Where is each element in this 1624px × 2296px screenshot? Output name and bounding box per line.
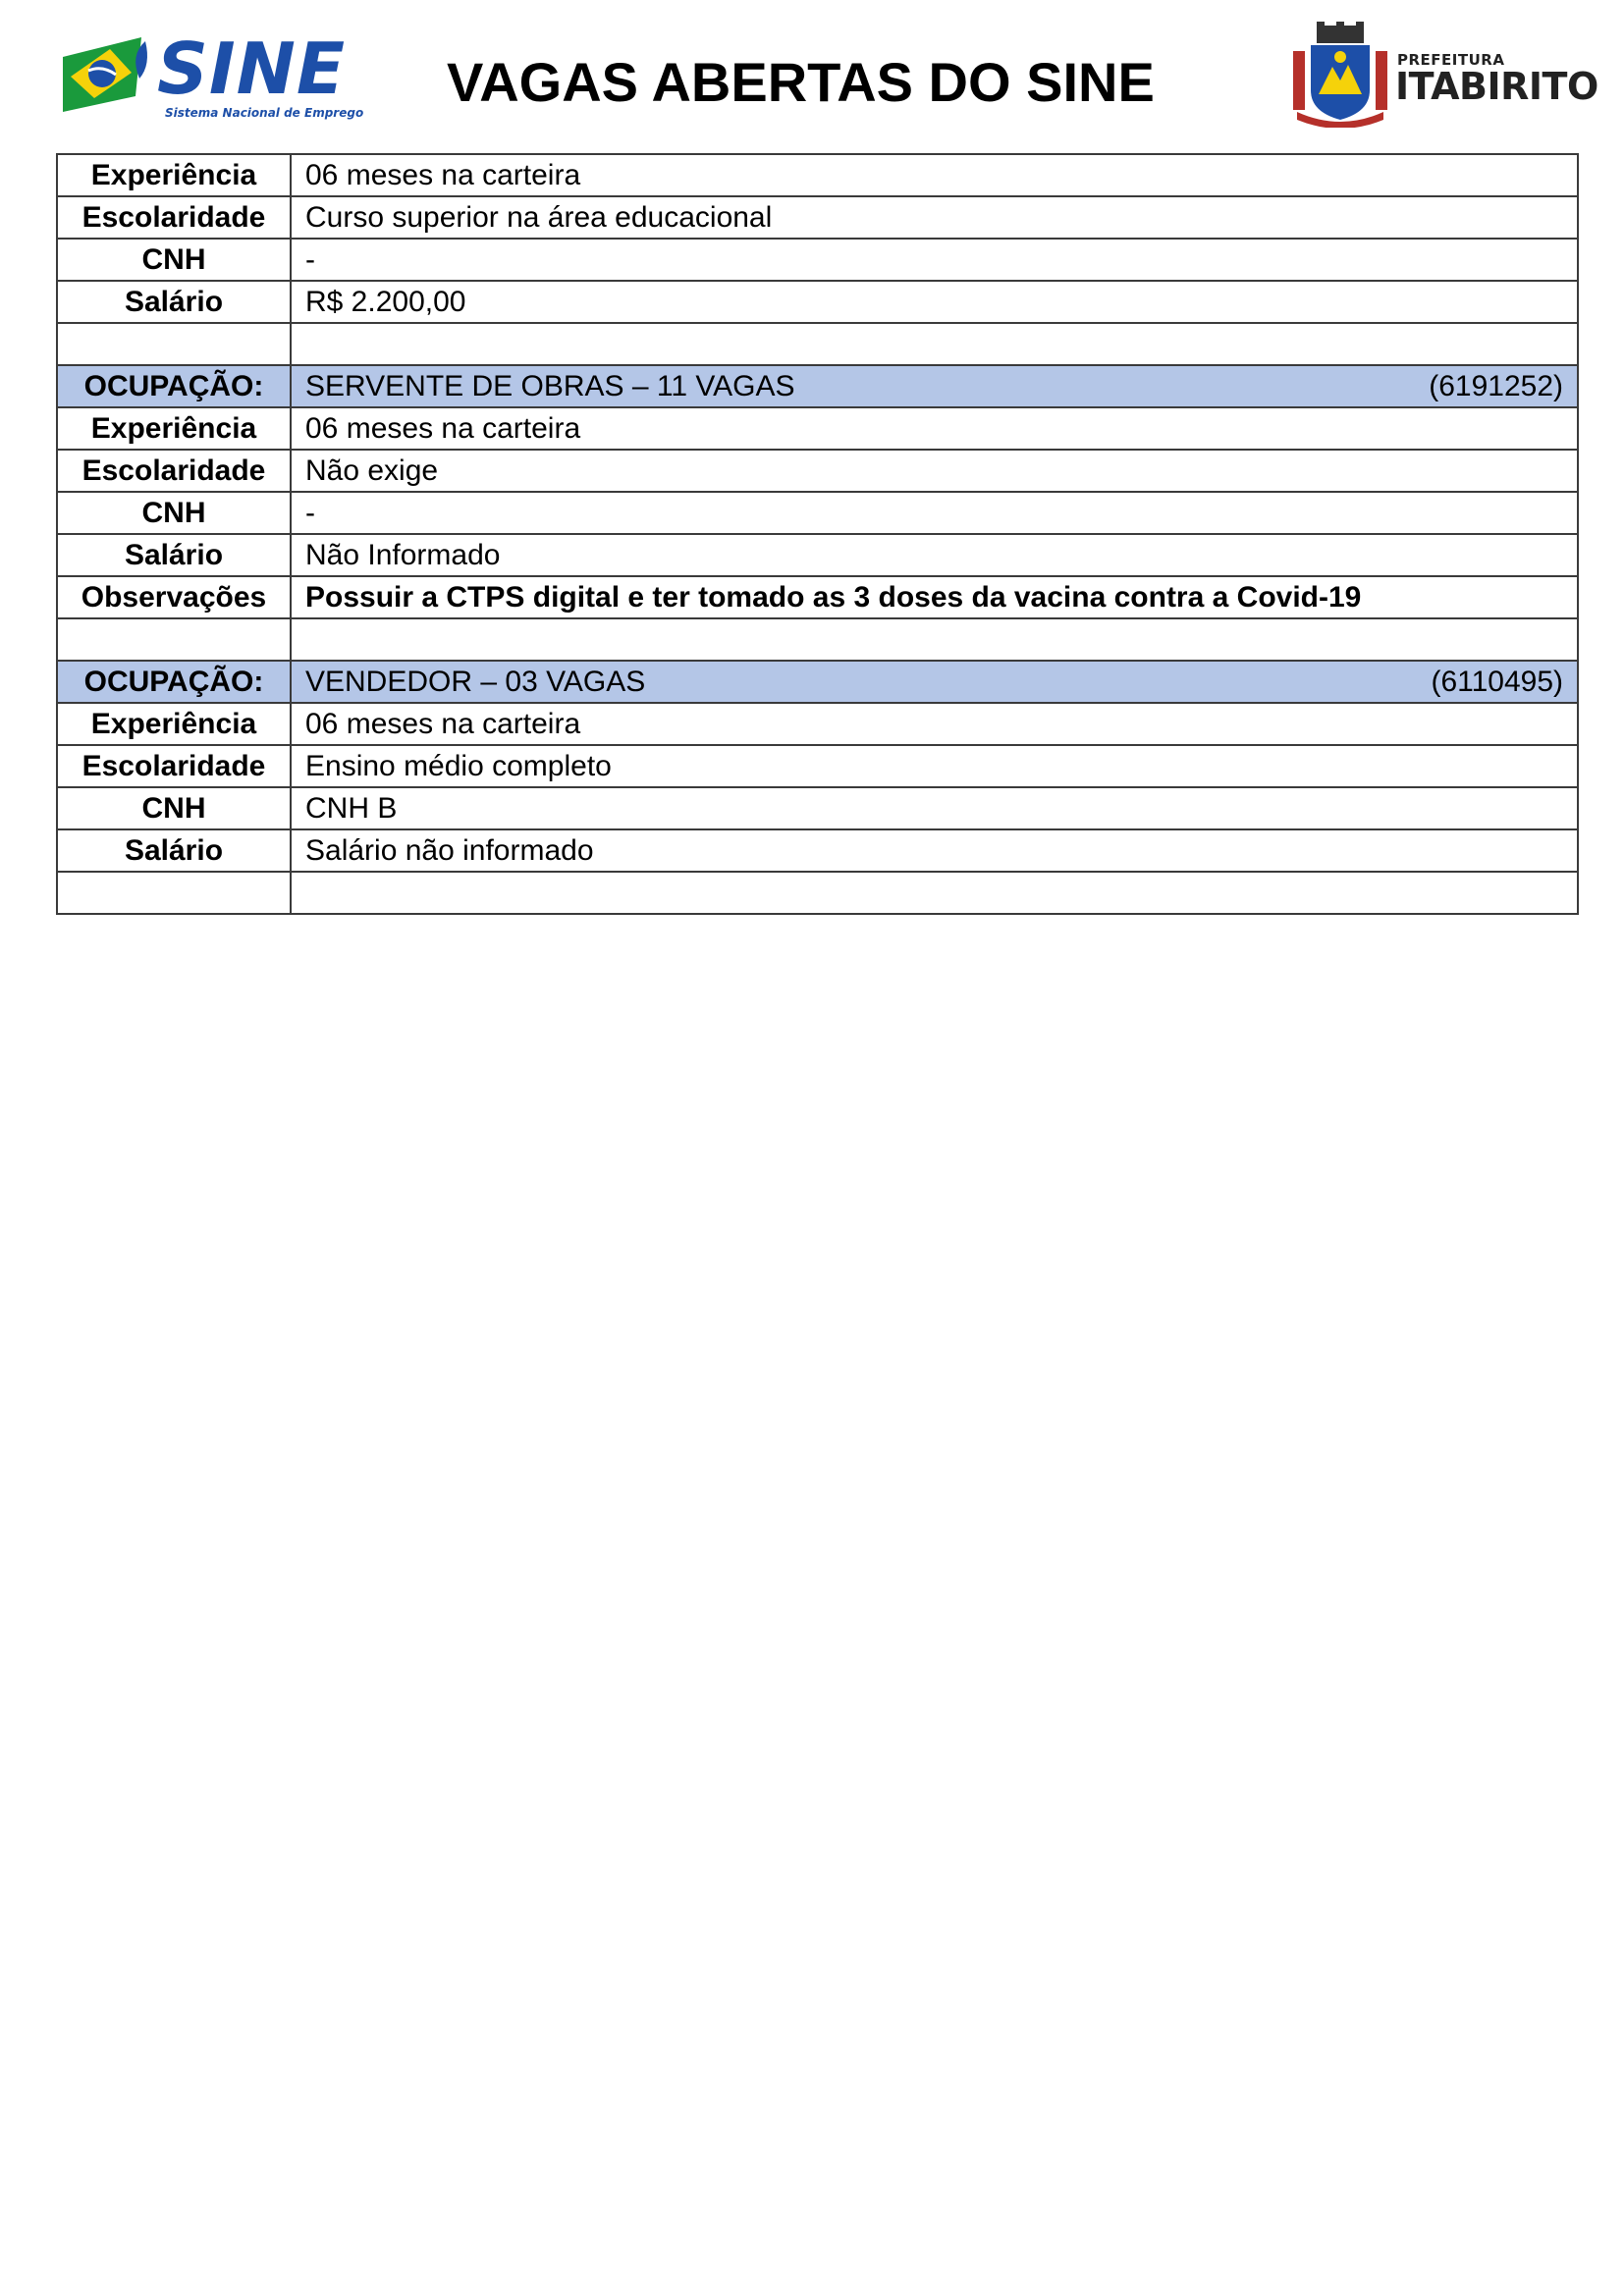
- page-title: VAGAS ABERTAS DO SINE: [447, 51, 1155, 113]
- occupation-label: OCUPAÇÃO:: [57, 661, 291, 703]
- field-value: R$ 2.200,00: [291, 281, 1578, 323]
- field-value: Ensino médio completo: [291, 745, 1578, 787]
- field-label: Salário: [57, 534, 291, 576]
- field-row: [57, 745, 1578, 787]
- prefeitura-label: PREFEITURA: [1397, 51, 1505, 69]
- field-label: Escolaridade: [57, 745, 291, 787]
- occupation-label: OCUPAÇÃO:: [57, 365, 291, 407]
- field-label: Experiência: [57, 703, 291, 745]
- field-label: Salário: [57, 281, 291, 323]
- field-value: Salário não informado: [291, 829, 1578, 872]
- occupation-value-cell: [291, 365, 1578, 407]
- field-value: Não exige: [291, 450, 1578, 492]
- occupation-title: SERVENTE DE OBRAS – 11 VAGAS: [305, 370, 795, 402]
- field-label: Observações: [57, 576, 291, 618]
- field-row: [57, 576, 1578, 618]
- field-row: [57, 450, 1578, 492]
- field-row: [57, 239, 1578, 281]
- occupation-value-cell: [291, 661, 1578, 703]
- page-header: [0, 0, 1624, 147]
- field-value: -: [291, 492, 1578, 534]
- occupation-row: [57, 661, 1578, 703]
- sine-logo: [61, 27, 364, 122]
- field-row: [57, 534, 1578, 576]
- field-label: CNH: [57, 239, 291, 281]
- field-row: [57, 829, 1578, 872]
- occupation-title: VENDEDOR – 03 VAGAS: [305, 666, 646, 698]
- blank-value-cell: [291, 323, 1578, 365]
- city-coat-of-arms-icon: [1291, 22, 1389, 128]
- field-label: CNH: [57, 492, 291, 534]
- blank-row: [57, 323, 1578, 365]
- field-row: [57, 407, 1578, 450]
- field-value: Curso superior na área educacional: [291, 196, 1578, 239]
- blank-row: [57, 872, 1578, 914]
- sine-logo-word: SINE: [157, 27, 347, 110]
- field-value: Não Informado: [291, 534, 1578, 576]
- blank-row: [57, 618, 1578, 661]
- field-row: [57, 703, 1578, 745]
- field-label: Salário: [57, 829, 291, 872]
- blank-label-cell: [57, 618, 291, 661]
- occupation-row: [57, 365, 1578, 407]
- field-label: Experiência: [57, 154, 291, 196]
- job-openings-table: [56, 153, 1579, 915]
- field-value: 06 meses na carteira: [291, 154, 1578, 196]
- prefeitura-itabirito-logo: [1291, 22, 1598, 128]
- field-label: Experiência: [57, 407, 291, 450]
- field-value: Possuir a CTPS digital e ter tomado as 3 doses da vacina contra a Covid-19: [291, 576, 1578, 618]
- city-name: ITABIRITO: [1395, 65, 1598, 108]
- blank-label-cell: [57, 323, 291, 365]
- field-value: CNH B: [291, 787, 1578, 829]
- field-row: [57, 787, 1578, 829]
- occupation-code: (6110495): [1431, 666, 1563, 698]
- occupation-code: (6191252): [1429, 370, 1563, 402]
- field-value: 06 meses na carteira: [291, 703, 1578, 745]
- field-label: CNH: [57, 787, 291, 829]
- field-value: 06 meses na carteira: [291, 407, 1578, 450]
- field-row: [57, 154, 1578, 196]
- field-row: [57, 281, 1578, 323]
- field-value: -: [291, 239, 1578, 281]
- blank-label-cell: [57, 872, 291, 914]
- field-label: Escolaridade: [57, 196, 291, 239]
- blank-value-cell: [291, 872, 1578, 914]
- blank-value-cell: [291, 618, 1578, 661]
- field-row: [57, 196, 1578, 239]
- field-row: [57, 492, 1578, 534]
- sine-logo-tagline: Sistema Nacional de Emprego: [165, 106, 364, 120]
- brazil-flag-swoosh-icon: [61, 35, 157, 114]
- field-label: Escolaridade: [57, 450, 291, 492]
